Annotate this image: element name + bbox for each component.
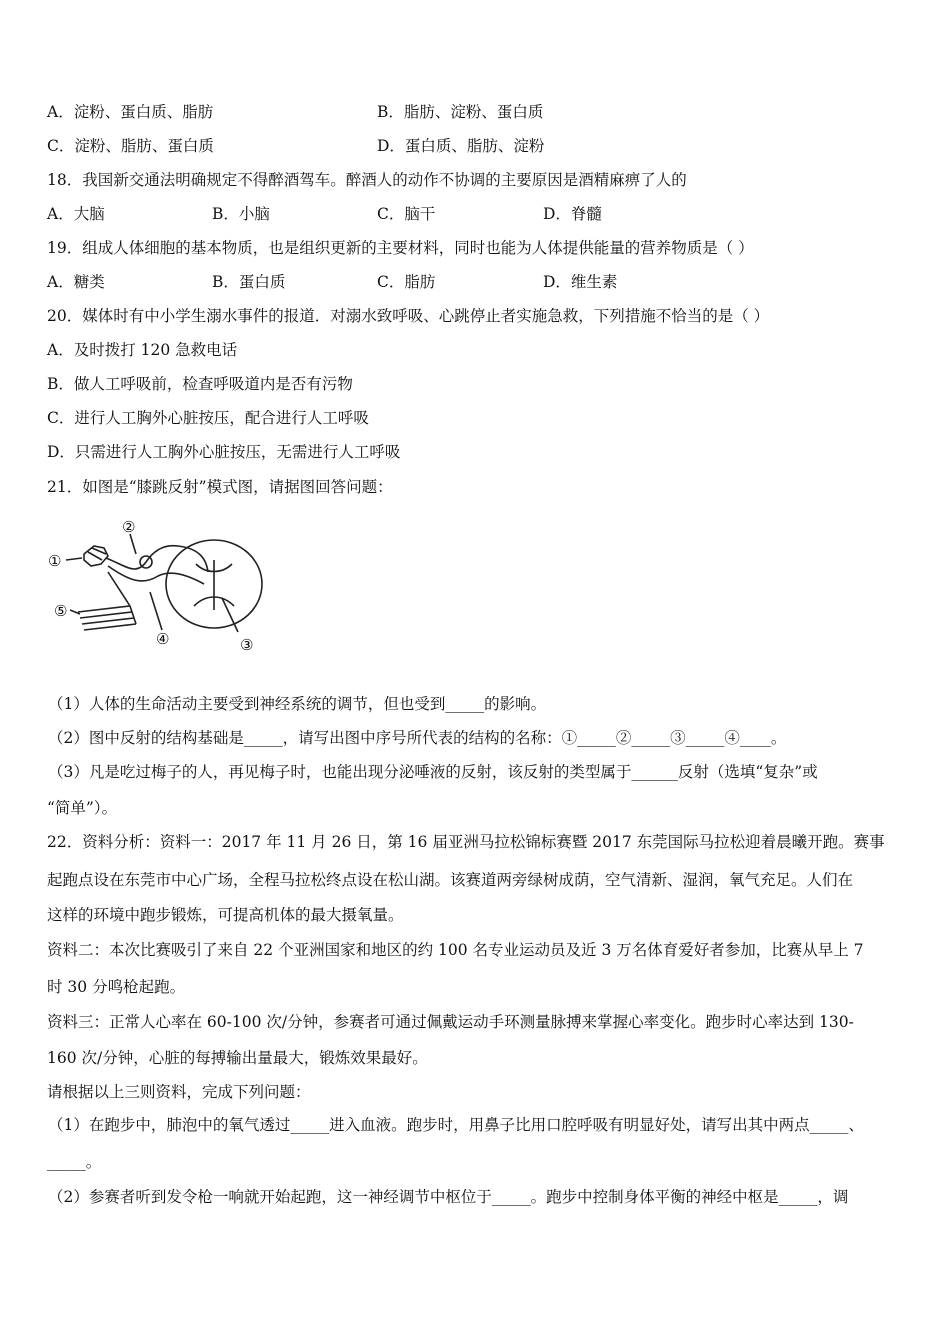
knee-jerk-reflex-diagram — [46, 514, 271, 656]
q22-part-1b: _____。 — [47, 1153, 102, 1171]
q22-line-4: 资料二：本次比赛吸引了来自 22 个亚洲国家和地区的约 100 名专业运动员及近 3 万名体育爱好者参加，比赛从早上 7 — [47, 941, 864, 959]
figure-label-1: ① — [48, 552, 62, 570]
q22-line-2: 起跑点设在东莞市中心广场，全程马拉松终点设在松山湖。该赛道两旁绿树成荫，空气清新、湿润，氧气充足。人们在 — [47, 871, 854, 889]
q22-part-2: （2）参赛者听到发令枪一响就开始起跑，这一神经调节中枢位于_____。跑步中控制身体平衡的神经中枢是_____，调 — [48, 1188, 849, 1206]
q22-line-3: 这样的环境中跑步锻炼，可提高机体的最大摄氧量。 — [47, 906, 404, 924]
q20-option-a: A．及时拨打 120 急救电话 — [47, 341, 238, 359]
q19-option-d: D．维生素 — [543, 273, 618, 291]
pointer-1 — [66, 558, 82, 560]
pointer-2 — [130, 534, 136, 554]
q21-part-2: （2）图中反射的结构基础是_____，请写出图中序号所代表的结构的名称：①_____②_____③_____④____。 — [48, 729, 787, 747]
q22-line-8: 请根据以上三则资料，完成下列问题： — [47, 1083, 311, 1101]
q20-option-c: C．进行人工胸外心脏按压，配合进行人工呼吸 — [47, 409, 369, 427]
receptor-hatching — [88, 548, 106, 560]
q21-stem: 21．如图是“膝跳反射”模式图，请据图回答问题： — [47, 478, 393, 496]
q18-option-d: D．脊髓 — [543, 205, 602, 223]
q20-stem: 20．媒体时有中小学生溺水事件的报道．对溺水致呼吸、心跳停止者实施急救，下列措施不恰当的是（ ） — [47, 307, 770, 325]
figure-label-5: ⑤ — [54, 602, 68, 620]
pointer-4 — [150, 592, 162, 630]
q19-option-c: C．脂肪 — [377, 273, 436, 291]
q19-stem: 19．组成人体细胞的基本物质，也是组织更新的主要材料，同时也能为人体提供能量的营养物质是（ ） — [47, 239, 754, 257]
q22-part-1a: （1）在跑步中，肺泡中的氧气透过_____进入血液。跑步时，用鼻子比用口腔呼吸有明显好处，请写出其中两点_____、 — [48, 1116, 864, 1134]
q17-option-a: A．淀粉、蛋白质、脂肪 — [47, 103, 214, 121]
figure-label-3: ③ — [240, 636, 254, 654]
q18-stem: 18．我国新交通法明确规定不得醉酒驾车。醉酒人的动作不协调的主要原因是酒精麻痹了人的 — [47, 171, 687, 189]
figure-label-2: ② — [122, 518, 136, 536]
q19-option-a: A．糖类 — [47, 273, 105, 291]
q17-option-c: C．淀粉、脂肪、蛋白质 — [47, 137, 214, 155]
q18-option-c: C．脑干 — [377, 205, 436, 223]
q21-part-3b: “简单”）。 — [47, 799, 118, 817]
q22-line-6: 资料三：正常人心率在 60-100 次/分钟，参赛者可通过佩戴运动手环测量脉搏来掌握心率变化。跑步时心率达到 130- — [47, 1013, 854, 1031]
q17-option-b: B．脂肪、淀粉、蛋白质 — [377, 103, 544, 121]
q20-option-d: D．只需进行人工胸外心脏按压，无需进行人工呼吸 — [47, 443, 401, 461]
q18-option-a: A．大脑 — [47, 205, 105, 223]
figure-label-4: ④ — [156, 630, 170, 648]
grey-matter — [194, 560, 234, 610]
q19-option-b: B．蛋白质 — [212, 273, 286, 291]
q21-part-3a: （3）凡是吃过梅子的人，再见梅子时，也能出现分泌唾液的反射，该反射的类型属于______反射（选填“复杂”或 — [48, 763, 818, 781]
q21-part-1: （1）人体的生命活动主要受到神经系统的调节，但也受到_____的影响。 — [48, 695, 547, 713]
q22-line-7: 160 次/分钟，心脏的每搏输出量最大，锻炼效果最好。 — [47, 1049, 428, 1067]
q17-option-d: D．蛋白质、脂肪、淀粉 — [377, 137, 545, 155]
muscle-fibers — [78, 606, 136, 630]
afferent-nerve — [106, 546, 208, 572]
q22-line-1: 22．资料分析：资料一：2017 年 11 月 26 日，第 16 届亚洲马拉松锦标赛暨 2017 东莞国际马拉松迎着晨曦开跑。赛事 — [47, 833, 885, 851]
q22-line-5: 时 30 分鸣枪起跑。 — [47, 978, 186, 996]
q18-option-b: B．小脑 — [212, 205, 270, 223]
efferent-nerve — [108, 566, 204, 584]
q20-option-b: B．做人工呼吸前，检查呼吸道内是否有污物 — [47, 375, 353, 393]
